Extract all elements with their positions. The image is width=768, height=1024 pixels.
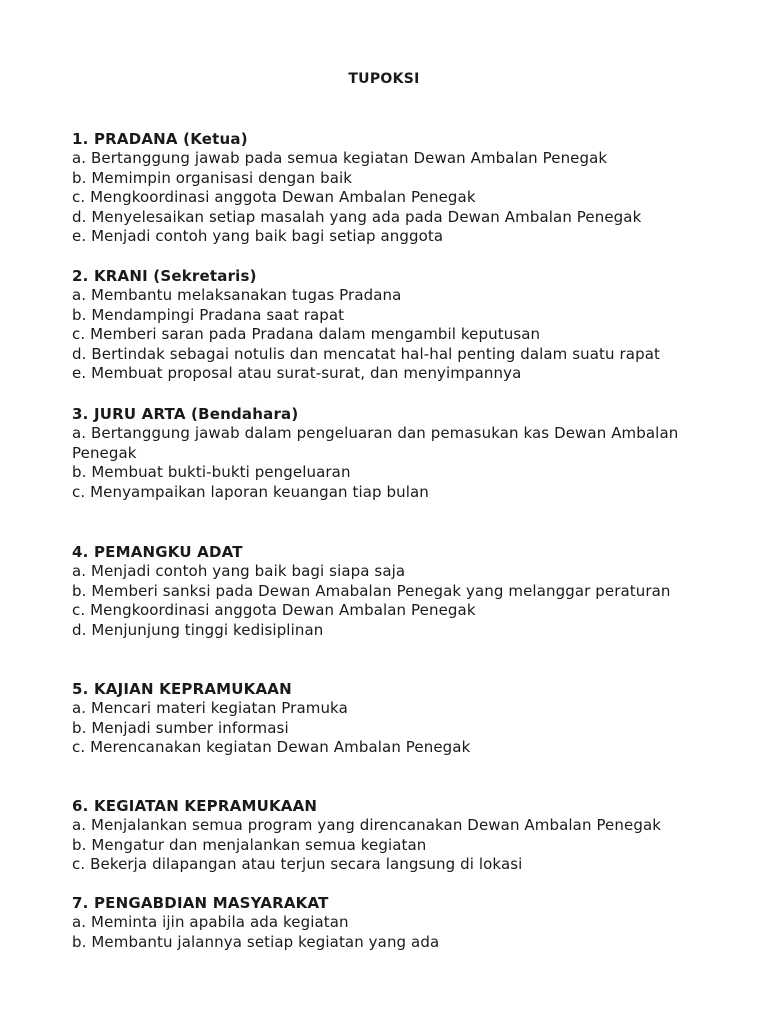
list-item bbox=[72, 816, 712, 836]
list-item-text: Mencari materi kegiatan Pramuka bbox=[91, 699, 348, 717]
list-item-marker: c. bbox=[72, 325, 86, 344]
list-item bbox=[72, 719, 712, 739]
list-item bbox=[72, 582, 712, 602]
list-item-marker: e. bbox=[72, 364, 87, 383]
list-item bbox=[72, 933, 712, 953]
list-item bbox=[72, 286, 712, 306]
list-item-marker: d. bbox=[72, 620, 87, 639]
list-item-text: Menjadi contoh yang baik bagi setiap anggota bbox=[91, 227, 444, 246]
list-item-text: Menjunjung tinggi kedisiplinan bbox=[91, 620, 324, 639]
list-item-text: Memberi saran pada Pradana dalam mengambil keputusan bbox=[90, 325, 541, 344]
list-item-marker: b. bbox=[72, 305, 87, 324]
section-heading: 1. PRADANA (Ketua) bbox=[72, 130, 248, 148]
section-heading: 5. KAJIAN KEPRAMUKAAN bbox=[72, 680, 292, 698]
list-item bbox=[72, 424, 712, 463]
section-heading: 4. PEMANGKU ADAT bbox=[72, 543, 243, 561]
list-item-marker: a. bbox=[72, 699, 87, 717]
list-item-marker: a. bbox=[72, 562, 87, 580]
list-item bbox=[72, 306, 712, 326]
list-item bbox=[72, 325, 712, 345]
list-item-text: Memimpin organisasi dengan baik bbox=[91, 168, 353, 187]
list-item bbox=[72, 738, 712, 758]
list-item bbox=[72, 149, 712, 169]
document-title: TUPOKSI bbox=[348, 71, 420, 87]
list-item-marker: a. bbox=[72, 816, 87, 834]
list-item bbox=[72, 463, 712, 483]
list-item-marker: c. bbox=[72, 855, 86, 874]
list-item-text: Mengkoordinasi anggota Dewan Ambalan Penegak bbox=[90, 601, 476, 620]
list-item-text: Merencanakan kegiatan Dewan Ambalan Penegak bbox=[90, 738, 471, 757]
section-2 bbox=[72, 267, 712, 384]
list-item-marker: a. bbox=[72, 149, 87, 167]
list-item-text: Menjalankan semua program yang direncanakan Dewan Ambalan Penegak bbox=[91, 816, 662, 834]
section-heading: 3. JURU ARTA (Bendahara) bbox=[72, 405, 299, 423]
list-item bbox=[72, 855, 712, 875]
list-item-marker: c. bbox=[72, 188, 86, 207]
list-item-marker: c. bbox=[72, 601, 86, 620]
list-item-text: Menyampaikan laporan keuangan tiap bulan bbox=[90, 482, 429, 501]
list-item-text: Membuat bukti-bukti pengeluaran bbox=[91, 463, 351, 482]
list-item bbox=[72, 836, 712, 856]
list-item-marker: a. bbox=[72, 286, 87, 304]
list-item bbox=[72, 601, 712, 621]
section-7 bbox=[72, 894, 712, 952]
section-heading: 7. PENGABDIAN MASYARAKAT bbox=[72, 894, 329, 912]
list-item bbox=[72, 562, 712, 582]
list-item-marker: b. bbox=[72, 835, 87, 854]
list-item-marker: a. bbox=[72, 424, 87, 442]
list-item-text: Bertindak sebagai notulis dan mencatat hal-hal penting dalam suatu rapat bbox=[91, 344, 660, 363]
list-item-text: Membuat proposal atau surat-surat, dan menyimpannya bbox=[91, 364, 522, 383]
list-item-text: Mendampingi Pradana saat rapat bbox=[91, 305, 345, 324]
list-item bbox=[72, 345, 712, 365]
list-item bbox=[72, 208, 712, 228]
list-item bbox=[72, 169, 712, 189]
section-6 bbox=[72, 797, 712, 875]
list-item-marker: d. bbox=[72, 344, 87, 363]
section-5 bbox=[72, 680, 712, 758]
list-item-marker: a. bbox=[72, 913, 87, 931]
list-item-marker: b. bbox=[72, 932, 87, 951]
list-item-marker: b. bbox=[72, 718, 87, 737]
list-item-text: Memberi sanksi pada Dewan Amabalan Penegak yang melanggar peraturan bbox=[91, 581, 671, 600]
section-4 bbox=[72, 543, 712, 640]
section-3 bbox=[72, 405, 712, 502]
list-item bbox=[72, 913, 712, 933]
list-item-text: Membantu melaksanakan tugas Pradana bbox=[91, 286, 402, 304]
list-item bbox=[72, 621, 712, 641]
list-item-marker: c. bbox=[72, 482, 86, 501]
list-item-text: Bertanggung jawab dalam pengeluaran dan pemasukan kas Dewan Ambalan Penegak bbox=[72, 424, 679, 462]
list-item-text: Mengkoordinasi anggota Dewan Ambalan Penegak bbox=[90, 188, 476, 207]
list-item bbox=[72, 699, 712, 719]
list-item bbox=[72, 364, 712, 384]
list-item bbox=[72, 483, 712, 503]
section-heading: 6. KEGIATAN KEPRAMUKAAN bbox=[72, 797, 318, 815]
list-item-text: Menjadi sumber informasi bbox=[91, 718, 289, 737]
list-item-text: Bekerja dilapangan atau terjun secara langsung di lokasi bbox=[90, 855, 523, 874]
section-heading: 2. KRANI (Sekretaris) bbox=[72, 267, 257, 285]
list-item-marker: b. bbox=[72, 581, 87, 600]
list-item-text: Bertanggung jawab pada semua kegiatan Dewan Ambalan Penegak bbox=[91, 149, 608, 167]
list-item-text: Menyelesaikan setiap masalah yang ada pada Dewan Ambalan Penegak bbox=[91, 207, 642, 226]
list-item-marker: c. bbox=[72, 738, 86, 757]
list-item-text: Mengatur dan menjalankan semua kegiatan bbox=[91, 835, 427, 854]
list-item-marker: b. bbox=[72, 168, 87, 187]
list-item-marker: b. bbox=[72, 463, 87, 482]
list-item-text: Meminta ijin apabila ada kegiatan bbox=[91, 913, 349, 931]
list-item-text: Membantu jalannya setiap kegiatan yang ada bbox=[91, 932, 440, 951]
list-item-marker: e. bbox=[72, 227, 87, 246]
list-item bbox=[72, 188, 712, 208]
section-1 bbox=[72, 130, 712, 247]
list-item-marker: d. bbox=[72, 207, 87, 226]
list-item-text: Menjadi contoh yang baik bagi siapa saja bbox=[91, 562, 406, 580]
list-item bbox=[72, 227, 712, 247]
